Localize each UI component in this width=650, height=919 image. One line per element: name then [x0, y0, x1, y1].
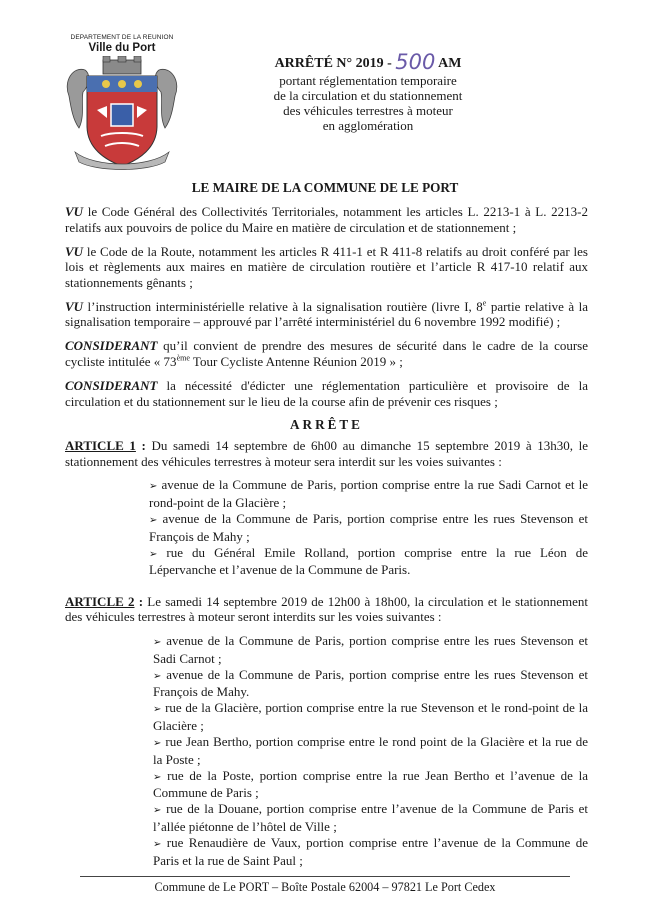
arrete-prefix: ARRÊTÉ N° 2019 -: [274, 56, 392, 71]
list-item-text: rue Jean Bertho, portion comprise entre le rond point de la Glacière et la rue de la Poste ;: [153, 734, 588, 767]
recital-keyword: VU: [65, 243, 84, 259]
article-2: [65, 594, 588, 625]
recital-keyword: CONSIDERANT: [65, 338, 158, 354]
subtitle-line: des véhicules terrestres à moteur: [283, 103, 453, 118]
list-item-text: rue de la Douane, portion comprise entre l’avenue de la Commune de Paris et l’allée piétonne de l’hôtel de Ville ;: [153, 801, 589, 835]
recital-text: qu’il convient de prendre des mesures de sécurité dans le cadre de la course cycliste intitulée « 73: [65, 338, 588, 369]
list-item-text: avenue de la Commune de Paris, portion comprise entre les rues Stevenson et Sadi Carnot ;: [153, 633, 588, 666]
arrete-heading: ARRÊTE: [290, 417, 363, 433]
document-body: [65, 204, 588, 869]
footer-divider: [80, 876, 570, 877]
list-item-text: rue Renaudière de Vaux, portion comprise entre l’avenue de la Commune de Paris et la rue de Saint Paul ;: [153, 835, 588, 868]
article-label: ARTICLE 2: [65, 593, 135, 609]
recital-text: la nécessité d'édicter une réglementation particulière et provisoire de la circulation et du stationnement sur le lieu de la course afin de prévenir ces risques ;: [65, 377, 588, 409]
list-item: [153, 734, 588, 767]
list-item-text: avenue de la Commune de Paris, portion comprise entre la rue Sadi Carnot et le rond-point de la Glacière ;: [149, 477, 588, 510]
list-item: [153, 667, 588, 700]
recital-text: Tour Cycliste Antenne Réunion 2019 » ;: [189, 353, 403, 369]
recital-text: l’instruction interministérielle relative à la signalisation routière (livre I, 8: [83, 298, 483, 314]
subtitle-line: portant réglementation temporaire: [279, 73, 457, 88]
bullet-arrow-icon: ➢: [149, 548, 158, 560]
article-text: Le samedi 14 septembre 2019 de 12h00 à 18h00, la circulation et le stationnement des véhicules terrestres à moteur seront interdits sur les voies suivantes :: [65, 593, 588, 625]
recital-keyword: CONSIDERANT: [65, 377, 158, 393]
article-1: [65, 438, 588, 469]
footer-address: Commune de Le PORT – Boîte Postale 62004 – 97821 Le Port Cedex: [154, 880, 496, 894]
list-item-text: rue de la Glacière, portion comprise entre la rue Stevenson et le rond-point de la Glacière ;: [153, 700, 588, 733]
bullet-arrow-icon: ➢: [153, 839, 162, 851]
bullet-arrow-icon: ➢: [153, 738, 162, 750]
article-colon: :: [134, 593, 144, 609]
department-name: DEPARTEMENT DE LA REUNION: [70, 34, 174, 41]
list-item: [153, 835, 588, 868]
bullet-arrow-icon: ➢: [149, 481, 158, 493]
town-name: Ville du Port: [88, 42, 156, 54]
recital: [65, 204, 588, 235]
list-item: [149, 511, 588, 544]
superscript: e: [482, 298, 487, 308]
bullet-arrow-icon: ➢: [153, 670, 162, 682]
arrete-title-block: [218, 48, 518, 133]
list-item-text: rue du Général Emile Rolland, portion comprise entre la rue Léon de Lépervanche et l’avenue de la Commune de Paris.: [149, 544, 588, 578]
handwritten-number: 500: [395, 50, 436, 74]
article-colon: :: [135, 438, 146, 454]
recital: [65, 378, 588, 409]
list-item-text: rue de la Poste, portion comprise entre la rue Jean Bertho et l’avenue de la Commune de Paris ;: [153, 767, 588, 801]
recital-text: le Code de la Route, notamment les articles R 411-1 et R 411-8 relatifs au droit conféré par les lois et règlements aux maires en matière de circulation routière et l’article R 417-10 relatif aux stationnements gênants ;: [65, 243, 588, 290]
list-item: [149, 477, 588, 510]
town-crest: [58, 34, 186, 174]
recital-text: partie relative à la signalisation temporaire – approuvé par l’arrêté interministériel du 6 novembre 1992 modifié) ;: [65, 298, 588, 330]
list-item-text: avenue de la Commune de Paris, portion comprise entre les rues Stevenson et François de Mahy ;: [149, 510, 588, 544]
bullet-arrow-icon: ➢: [149, 514, 158, 526]
article-1-list: [149, 477, 588, 578]
list-item: [153, 768, 588, 801]
list-item: [149, 545, 588, 578]
recital-keyword: VU: [65, 298, 84, 314]
arrete-suffix: AM: [438, 56, 462, 71]
recital: [65, 338, 588, 369]
article-text: Du samedi 14 septembre de 6h00 au dimanche 15 septembre 2019 à 13h30, le stationnement des véhicules terrestres à moteur sera interdit sur les voies suivantes :: [65, 438, 589, 469]
recital-keyword: VU: [65, 204, 84, 219]
subtitle-line: de la circulation et du stationnement: [273, 88, 463, 103]
superscript: ème: [176, 353, 190, 363]
article-label: ARTICLE 1: [65, 438, 136, 454]
recital: [65, 244, 588, 291]
list-item-text: avenue de la Commune de Paris, portion comprise entre les rues Stevenson et François de Mahy.: [153, 666, 588, 700]
article-2-list: [153, 633, 588, 868]
recital: [65, 299, 588, 330]
subtitle-line: en agglomération: [322, 118, 414, 133]
mayor-heading: LE MAIRE DE LA COMMUNE DE LE PORT: [191, 180, 459, 195]
list-item: [153, 801, 588, 834]
arrete-subtitle: [218, 73, 518, 133]
bullet-arrow-icon: ➢: [153, 805, 162, 817]
list-item: [153, 700, 588, 733]
list-item: [153, 633, 588, 666]
bullet-arrow-icon: ➢: [153, 704, 162, 716]
recital-text: le Code Général des Collectivités Territoriales, notamment les articles L. 2213-1 à L. 2213-2 relatifs aux pouvoirs de police du Maire en matière de circulation et de stationnement ;: [65, 204, 588, 235]
arrete-number: [218, 48, 518, 72]
coat-of-arms-icon: [61, 56, 183, 174]
bullet-arrow-icon: ➢: [153, 637, 162, 649]
bullet-arrow-icon: ➢: [153, 771, 162, 783]
